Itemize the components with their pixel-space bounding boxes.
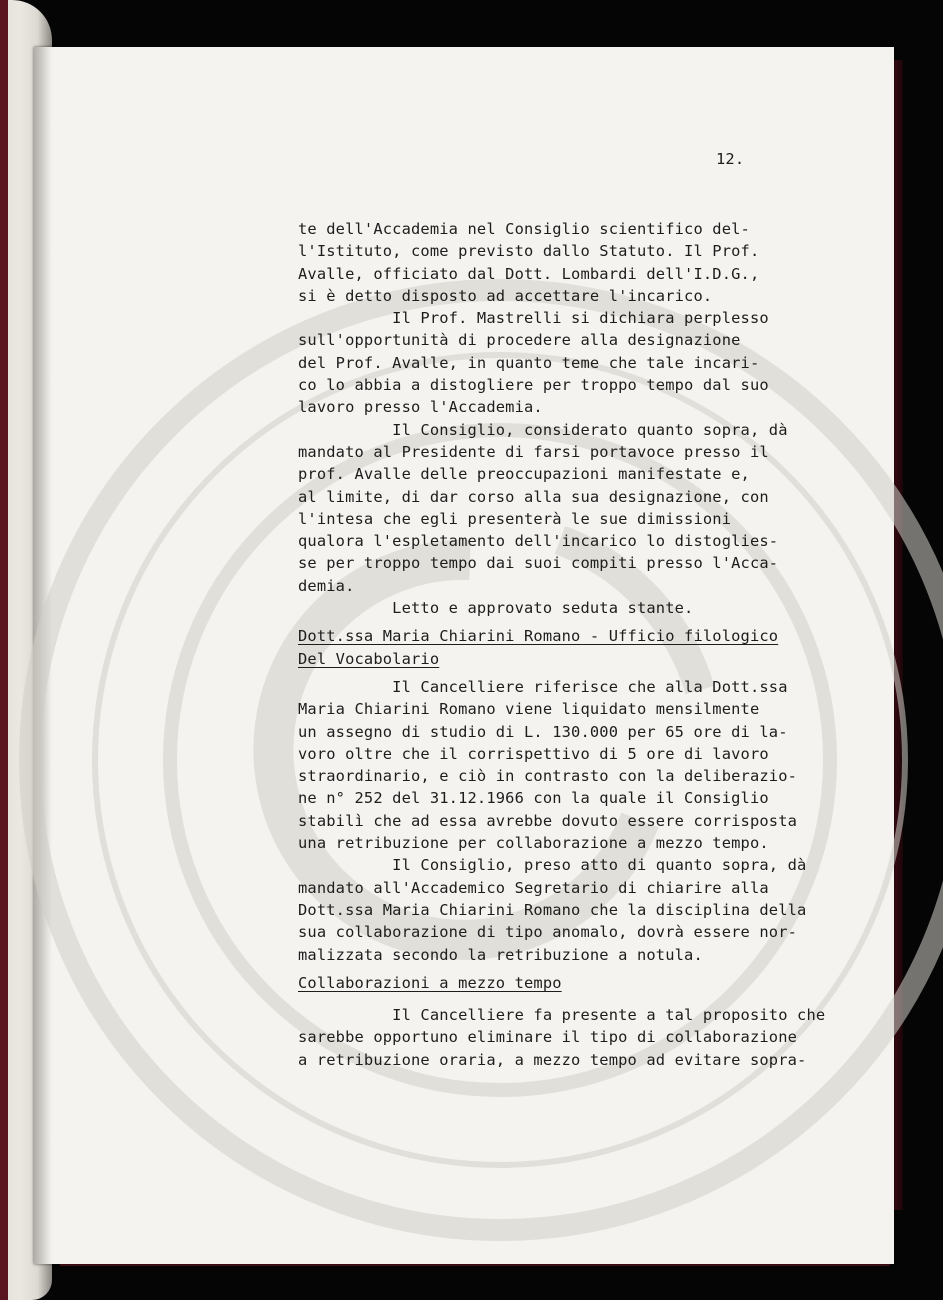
text-line: del Prof. Avalle, in quanto teme che tale incari-	[298, 353, 760, 372]
text-line: a retribuzione oraria, a mezzo tempo ad evitare sopra-	[298, 1050, 807, 1069]
paragraph-cancelliere-assegno	[298, 676, 798, 854]
text-line: sarebbe opportuno eliminare il tipo di collaborazione	[298, 1028, 798, 1047]
text-line: straordinario, e ciò in contrasto con la deliberazio-	[298, 767, 798, 786]
section-heading-collaborazioni: Collaborazioni a mezzo tempo	[298, 973, 562, 992]
text-line: te dell'Accademia nel Consiglio scientifico del-	[298, 220, 750, 238]
text-line: una retribuzione per collaborazione a mezzo tempo.	[298, 834, 769, 853]
paragraph-consiglio-mandato	[298, 419, 798, 597]
text-line: Il Cancelliere riferisce che alla Dott.ssa	[298, 677, 788, 696]
text-line: al limite, di dar corso alla sua designazione, con	[298, 487, 769, 506]
back-cover-edge	[893, 60, 903, 1210]
text-line: qualora l'espletamento dell'incarico lo distoglies-	[298, 532, 779, 551]
text-line: un assegno di studio di L. 130.000 per 65 ore di la-	[298, 722, 788, 741]
text-line: prof. Avalle delle preoccupazioni manifestate e,	[298, 465, 750, 484]
text-line: ne n° 252 del 31.12.1966 con la quale il Consiglio	[298, 789, 769, 808]
text-line: l'intesa che egli presenterà le sue dimissioni	[298, 509, 732, 528]
text-line: stabilì che ad essa avrebbe dovuto essere corrisposta	[298, 811, 798, 830]
section-heading-vocabolario: Del Vocabolario	[298, 649, 440, 668]
text-line: Il Prof. Mastrelli si dichiara perplesso	[298, 309, 769, 328]
paragraph-consiglio-segretario	[298, 854, 807, 965]
text-line: Dott.ssa Maria Chiarini Romano che la disciplina della	[298, 900, 807, 919]
text-line: sull'opportunità di procedere alla designazione	[298, 331, 741, 350]
text-line: demia.	[298, 576, 355, 595]
text-line: Il Consiglio, preso atto di quanto sopra, dà	[298, 856, 807, 875]
text-line: Il Cancelliere fa presente a tal proposito che	[298, 1006, 826, 1025]
text-line: si è detto disposto ad accettare l'incarico.	[298, 286, 713, 305]
binding-cover-edge	[0, 0, 8, 1300]
text-line: malizzata secondo la retribuzione a notula.	[298, 945, 703, 964]
text-line: mandato al Presidente di farsi portavoce presso il	[298, 442, 769, 461]
paragraph-cancelliere-proposito	[298, 1004, 826, 1071]
text-line: sua collaborazione di tipo anomalo, dovrà essere nor-	[298, 923, 798, 942]
page-gutter-shadow	[34, 47, 52, 1264]
text-line: Maria Chiarini Romano viene liquidato mensilmente	[298, 700, 760, 719]
text-line: se per troppo tempo dai suoi compiti presso l'Acca-	[298, 554, 779, 573]
spacer	[298, 994, 798, 1004]
text-line: Avalle, officiato dal Dott. Lombardi dell'I.D.G.,	[298, 264, 760, 283]
text-line: voro oltre che il corrispettivo di 5 ore di lavoro	[298, 744, 769, 763]
section-heading-chiarini: Dott.ssa Maria Chiarini Romano - Ufficio filologico	[298, 627, 779, 646]
text-line: l'Istituto, come previsto dallo Statuto. Il Prof.	[298, 242, 760, 261]
text-line: co lo abbia a distogliere per troppo tempo dal suo	[298, 376, 769, 395]
text-line: mandato all'Accademico Segretario di chiarire alla	[298, 878, 769, 897]
paragraph-accademia-istituto	[298, 218, 798, 307]
text-line: Il Consiglio, considerato quanto sopra, dà	[298, 420, 788, 439]
text-line: lavoro presso l'Accademia.	[298, 398, 543, 417]
paragraph-mastrelli	[298, 307, 798, 418]
approval-line: Letto e approvato seduta stante.	[298, 599, 694, 618]
document-body	[298, 218, 826, 1071]
page-number: 12.	[716, 150, 745, 168]
